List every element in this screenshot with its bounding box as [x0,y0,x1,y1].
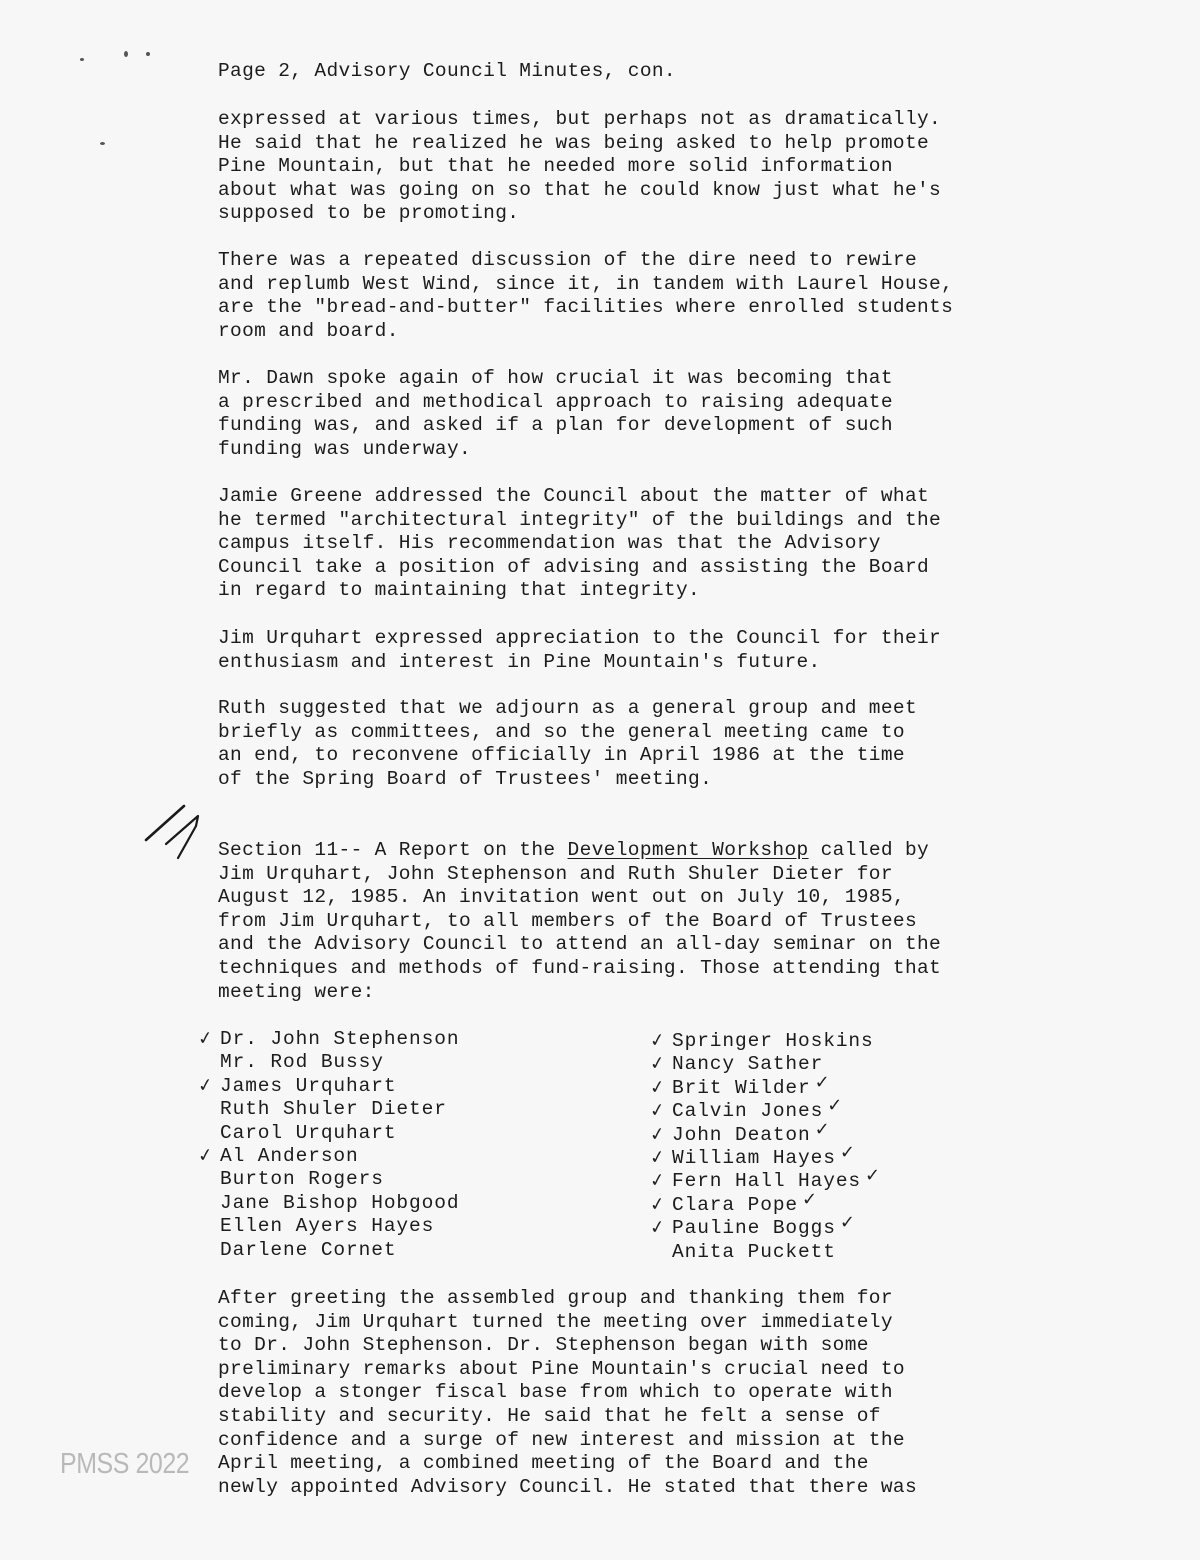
attendee-name-text: Springer Hoskins [672,1030,874,1052]
text-line: August 12, 1985. An invitation went out on July 10, 1985, [218,886,905,909]
section-suffix: called by [808,839,930,861]
text-line: supposed to be promoting. [218,202,520,225]
attendee-name-text: Clara Pope [672,1193,799,1216]
checkmark-icon: ✓ [648,1075,668,1099]
text-line: Council take a position of advising and assisting the Board [218,555,930,578]
checkmark-icon: ✓ [648,1192,668,1216]
text-line: preliminary remarks about Pine Mountain's crucial need to [218,1357,905,1380]
attendee-name [648,1028,881,1053]
attendee-name [196,1143,459,1168]
attendee-name-text: Jane Bishop Hobgood [220,1191,460,1214]
text-line: and the Advisory Council to attend an all-day seminar on the [218,933,942,956]
checkmark-icon: ✓ [648,1122,668,1146]
scan-speck [146,52,150,56]
attendee-name [220,1051,459,1074]
attendee-name [220,1192,459,1215]
text-line: from Jim Urquhart, to all members of the Board of Trustees [218,909,918,932]
attendee-name-text: Dr. John Stephenson [220,1028,460,1050]
text-line: coming, Jim Urquhart turned the meeting over immediately [218,1310,893,1333]
checkmark-icon: ✓ [196,1143,216,1167]
text-line: There was a repeated discussion of the dire need to rewire [218,249,918,271]
attendees-left-column [196,1026,460,1262]
attendee-name [648,1141,881,1170]
section-prefix: Section 11-- A Report on the [218,839,568,861]
text-line: he termed "architectural integrity" of the buildings and the [218,508,942,531]
text-line: April meeting, a combined meeting of the Board and the [218,1452,869,1475]
attendee-name-text: Ruth Shuler Dieter [220,1098,447,1121]
scan-speck [124,51,128,57]
checkmark-icon: ✓ [827,1095,844,1117]
text-line: techniques and methods of fund-raising. Those attending that [218,956,942,979]
attendee-name-text: Ellen Ayers Hayes [220,1215,435,1238]
text-line: Mr. Dawn spoke again of how crucial it was becoming that [218,367,893,389]
text-line: After greeting the assembled group and thanking them for [218,1287,893,1309]
text-line: stability and security. He said that he felt a sense of [218,1404,881,1427]
text-line: Pine Mountain, but that he needed more solid information [218,155,893,178]
attendee-name-text: Mr. Rod Bussy [220,1051,384,1074]
checkmark-icon: ✓ [648,1052,668,1076]
checkmark-icon: ✓ [648,1099,668,1123]
attendee-name [196,1026,460,1051]
text-line: funding was underway. [218,437,472,460]
text-line: are the "bread-and-butter" facilities where enrolled students [218,296,954,319]
attendee-name-text: William Hayes [672,1146,836,1169]
handwritten-margin-mark [140,800,210,860]
text-line: Jim Urquhart, John Stephenson and Ruth Shuler Dieter for [218,862,893,885]
checkmark-icon: ✓ [648,1028,668,1053]
text-line: Jamie Greene addressed the Council about the matter of what [218,485,930,507]
text-line: of the Spring Board of Trustees' meeting. [218,767,713,790]
text-line: campus itself. His recommendation was that the Advisory [218,532,881,555]
attendee-name-text: Al Anderson [220,1144,359,1167]
text-line: an end, to reconvene officially in April 1986 at the time [218,744,905,767]
text-line: a prescribed and methodical approach to raising adequate [218,390,893,413]
attendee-name [648,1071,881,1100]
text-line: develop a stonger fiscal base from which to operate with [218,1381,893,1404]
attendee-name [220,1239,459,1262]
text-line: and replumb West Wind, since it, in tandem with Laurel House, [218,272,954,295]
archive-watermark: PMSS 2022 [60,1448,190,1480]
attendee-name-text: Calvin Jones [672,1100,824,1123]
development-workshop-title: Development Workshop [567,839,809,861]
checkmark-icon: ✓ [814,1071,831,1093]
text-line: He said that he realized he was being asked to help promote [218,131,930,154]
paragraph-west-wind [218,249,953,343]
text-line: about what was going on so that he could know just what he's [218,178,942,201]
attendee-name [220,1215,459,1238]
text-line: newly appointed Advisory Council. He stated that there was [218,1475,918,1498]
attendee-name-text: Anita Puckett [672,1240,836,1263]
attendee-name [220,1098,459,1121]
section-11-report [218,839,941,1004]
paragraph-greeting [218,1287,917,1499]
checkmark-icon: ✓ [648,1169,668,1193]
scan-speck [100,142,105,145]
attendee-name-text: Fern Hall Hayes [672,1170,862,1193]
attendee-name-text: John Deaton [672,1123,811,1146]
checkmark-icon: ✓ [802,1188,819,1210]
attendee-name [672,1241,881,1264]
paragraph-jamie-greene [218,485,941,603]
attendee-name-text: Carol Urquhart [220,1121,397,1144]
checkmark-icon: ✓ [648,1216,668,1240]
checkmark-icon: ✓ [839,1141,856,1163]
attendee-name [648,1212,881,1240]
text-line: room and board. [218,319,399,342]
text-line: briefly as committees, and so the general meeting came to [218,720,905,743]
paragraph-mr-dawn [218,367,893,461]
checkmark-icon: ✓ [839,1212,856,1234]
paragraph-adjourn [218,697,917,791]
text-line: in regard to maintaining that integrity. [218,579,701,602]
attendee-name-text: Brit Wilder [672,1076,811,1099]
attendee-name [648,1052,881,1076]
attendee-name [220,1122,459,1145]
text-line: confidence and a surge of new interest and mission at the [218,1428,905,1451]
text-line: funding was, and asked if a plan for development of such [218,414,893,437]
attendee-name [196,1073,459,1098]
attendee-name-text: Nancy Sather [672,1053,824,1076]
checkmark-icon: ✓ [196,1026,216,1051]
paragraph-jim-urquhart [218,627,941,674]
text-line: Jim Urquhart expressed appreciation to the Council for their [218,627,942,649]
checkmark-icon: ✓ [648,1145,668,1169]
text-line: to Dr. John Stephenson. Dr. Stephenson began with some [218,1334,869,1357]
paragraph-promotion [218,108,941,226]
page-header: Page 2, Advisory Council Minutes, con. [218,60,676,82]
attendees-right-column [648,1028,882,1264]
checkmark-icon: ✓ [865,1165,882,1187]
scan-speck [80,58,84,61]
attendee-name [648,1165,882,1193]
text-line: expressed at various times, but perhaps not as dramatically. [218,108,942,130]
text-line [218,839,941,863]
checkmark-icon: ✓ [814,1118,831,1140]
checkmark-icon: ✓ [196,1073,216,1097]
text-line: enthusiasm and interest in Pine Mountain's future. [218,650,821,673]
attendee-name-text: Darlene Cornet [220,1238,397,1261]
text-line: Ruth suggested that we adjourn as a general group and meet [218,697,918,719]
attendee-name-text: Burton Rogers [220,1168,384,1191]
attendee-name-text: James Urquhart [220,1074,397,1097]
text-line: meeting were: [218,980,375,1003]
attendee-name-text: Pauline Boggs [672,1217,836,1240]
attendee-name [220,1168,459,1191]
attendee-name [648,1095,881,1123]
